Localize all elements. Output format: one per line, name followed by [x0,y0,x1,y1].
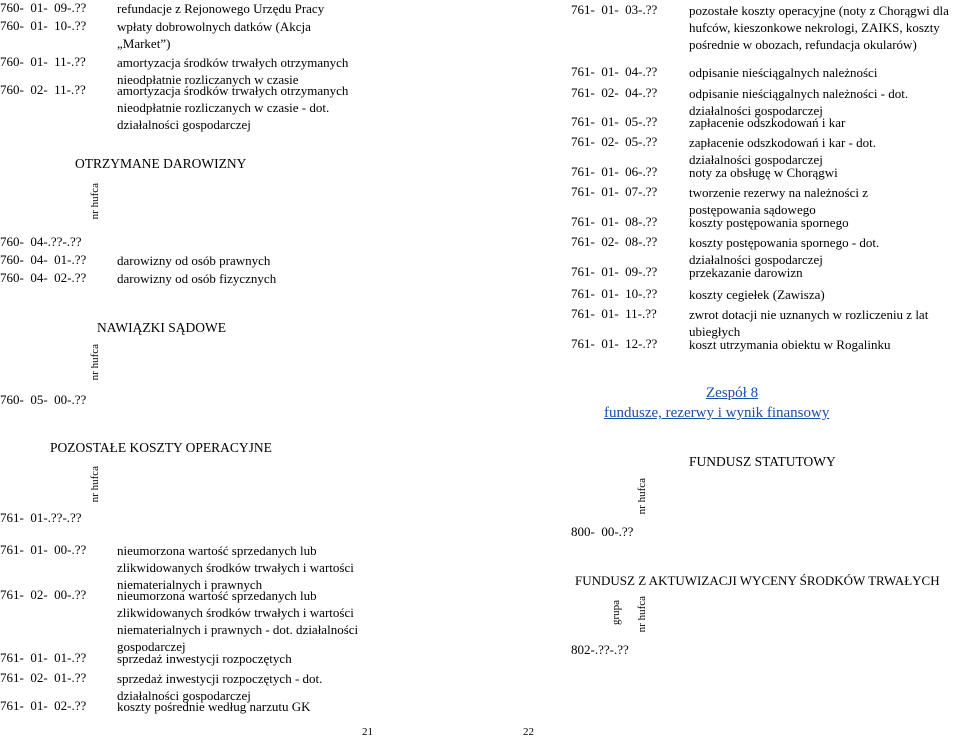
account-description: koszty postępowania spornego [689,215,849,230]
account-description: amortyzacja środków trwałych otrzymanych nieodpłatnie rozliczanych w czasie - dot. działalności gospodarczej [117,83,349,132]
account-code: 760- 04- 02-.?? [0,270,87,285]
account-description: przekazanie darowizn [689,265,803,280]
account-code: 761- 01- 10-.?? [571,286,658,301]
account-description: zwrot dotacji nie uznanych w rozliczeniu z lat ubiegłych [689,307,929,339]
account-code: 761- 02- 01-.?? [0,670,87,685]
account-code: 760- 01- 11-.?? [0,54,86,69]
vertical-label: nr hufca [89,183,101,220]
account-code: 761- 01- 03-.?? [571,2,658,17]
account-description: nieumorzona wartość sprzedanych lub zlikwidowanych środków trwałych i wartości niematerialnych i prawnych [117,543,354,592]
section-heading: FUNDUSZ STATUTOWY [689,454,836,469]
group-title: Zespół 8 [706,385,759,401]
account-code: 761- 01- 05-.?? [571,114,658,129]
account-code: 761- 02- 00-.?? [0,587,87,602]
vertical-label: nr hufca [89,466,101,503]
account-code: 761- 01-.??-.?? [0,510,82,525]
account-code: 761- 01- 02-.?? [0,698,87,713]
account-description: koszty postępowania spornego - dot. działalności gospodarczej [689,235,880,267]
account-code: 800- 00-.?? [571,524,634,539]
account-code: 760- 04- 01-.?? [0,252,87,267]
account-description: refundacje z Rejonowego Urzędu Pracy [117,1,325,16]
account-description: tworzenie rezerwy na należności z postępowania sądowego [689,185,869,217]
account-description: koszt utrzymania obiektu w Rogalinku [689,337,891,352]
account-description: wpłaty dobrowolnych datków (Akcja „Market”) [117,19,311,51]
account-description: amortyzacja środków trwałych otrzymanych nieodpłatnie rozliczanych w czasie [117,55,349,87]
page-number: 22 [523,726,534,738]
account-description: koszty pośrednie według narzutu GK [117,699,311,714]
account-description: odpisanie nieściągalnych należności - dot. działalności gospodarczej [689,86,909,118]
account-description: koszty cegiełek (Zawisza) [689,287,825,302]
account-code: 761- 01- 04-.?? [571,64,658,79]
account-code: 761- 01- 09-.?? [571,264,658,279]
page-number: 21 [362,726,373,738]
account-code: 761- 01- 06-.?? [571,164,658,179]
account-description: pozostałe koszty operacyjne (noty z Chorągwi dla hufców, kieszonkowe nekrologi, ZAIKS, koszty pośrednie w obozach, refundacja okularów) [689,3,949,52]
account-code: 761- 01- 08-.?? [571,214,658,229]
account-code: 761- 01- 07-.?? [571,184,658,199]
account-code: 761- 01- 11-.?? [571,306,657,321]
account-code: 761- 01- 12-.?? [571,336,658,351]
group-subtitle: fundusze, rezerwy i wynik finansowy [604,405,830,421]
account-description: sprzedaż inwestycji rozpoczętych - dot. działalności gospodarczej [117,671,323,703]
section-heading: FUNDUSZ Z AKTUWIZACJI WYCENY ŚRODKÓW TRWAŁYCH [575,573,940,588]
account-code: 761- 02- 04-.?? [571,85,658,100]
vertical-label: nr hufca [636,478,648,515]
account-description: darowizny od osób fizycznych [117,271,277,286]
account-code: 760- 01- 09-.?? [0,0,87,15]
account-description: nieumorzona wartość sprzedanych lub zlikwidowanych środków trwałych i wartości niematerialnych i prawnych - dot. działalności gospodarczej [117,588,359,654]
account-code: 760- 04-.??-.?? [0,234,82,249]
account-description: odpisanie nieściągalnych należności [689,65,878,80]
section-heading: NAWIĄZKI SĄDOWE [97,320,227,335]
account-description: darowizny od osób prawnych [117,253,271,268]
vertical-label: grupa [610,600,622,626]
account-code: 760- 05- 00-.?? [0,392,87,407]
account-description: noty za obsługę w Chorągwi [689,165,838,180]
account-code: 761- 01- 01-.?? [0,650,87,665]
account-code: 802-.??-.?? [571,642,629,657]
account-description: zapłacenie odszkodowań i kar - dot. działalności gospodarczej [689,135,876,167]
account-code: 760- 01- 10-.?? [0,18,87,33]
account-code: 761- 02- 05-.?? [571,134,658,149]
account-code: 761- 01- 00-.?? [0,542,87,557]
vertical-label: nr hufca [636,596,648,633]
vertical-label: nr hufca [89,344,101,381]
account-code: 761- 02- 08-.?? [571,234,658,249]
section-heading: POZOSTAŁE KOSZTY OPERACYJNE [50,440,272,455]
account-code: 760- 02- 11-.?? [0,82,86,97]
account-description: sprzedaż inwestycji rozpoczętych [117,651,292,666]
account-description: zapłacenie odszkodowań i kar [689,115,846,130]
section-heading: OTRZYMANE DAROWIZNY [75,156,247,171]
